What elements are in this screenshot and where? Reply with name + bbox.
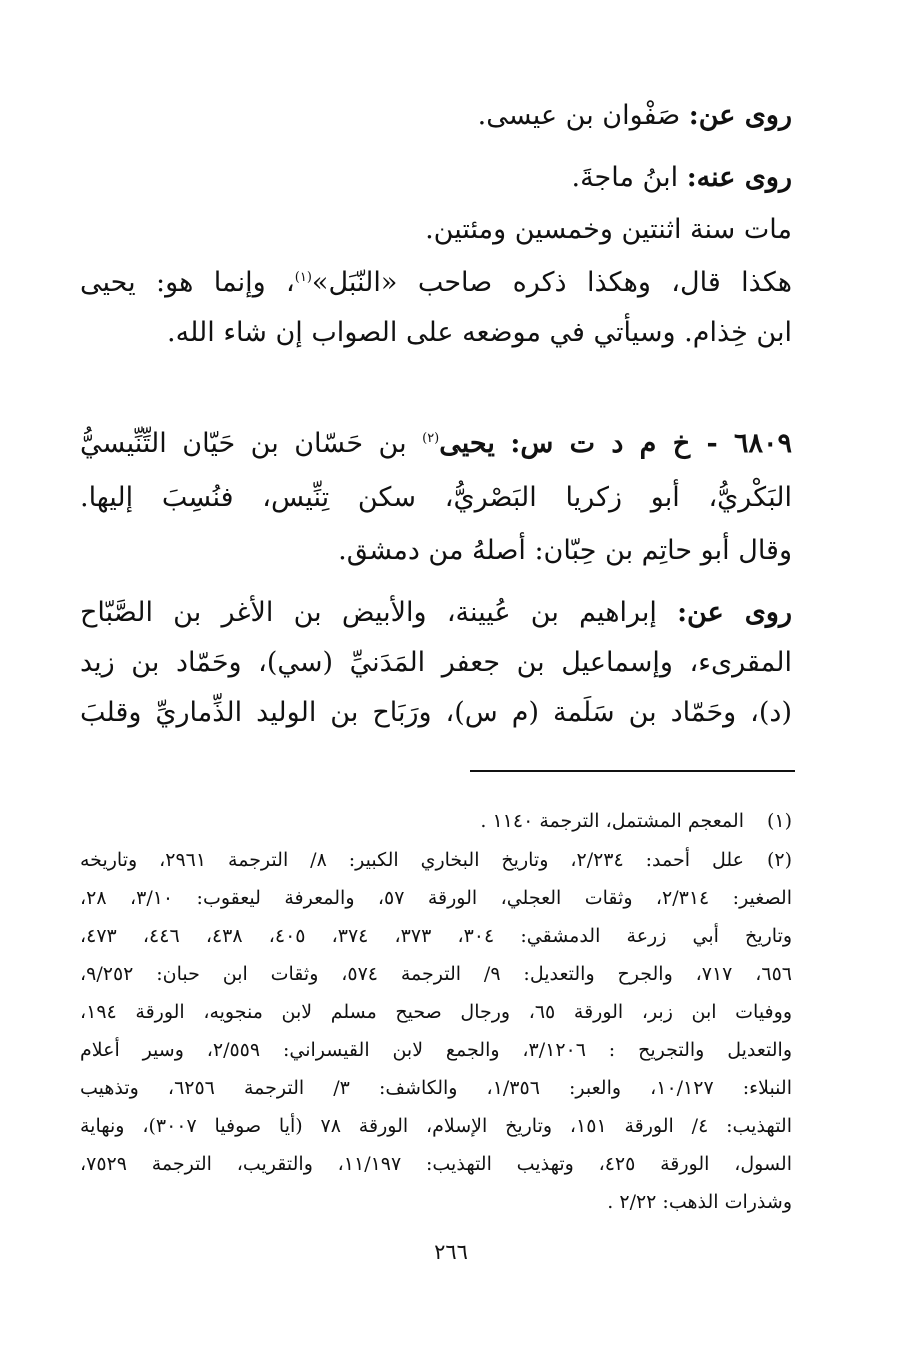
entry-line-3: وقال أبو حاتِم بن حِبّان: أصلهُ من دمشق. bbox=[338, 535, 792, 566]
narrated-from-line bbox=[478, 96, 792, 136]
note-text-a: هكذا قال، وهكذا ذكره صاحب «النّبَل» bbox=[311, 267, 792, 298]
footnote-line: التهذيب: ٤/ الورقة ١٥١، وتاريخ الإسلام، الورقة ٧٨ (أيا صوفيا ٣٠٠٧)، ونهاية bbox=[80, 1115, 792, 1137]
footnote-ref-1: (١) bbox=[294, 270, 312, 285]
footnote-line: ووفيات ابن زبر، الورقة ٦٥، ورجال صحيح مسلم لابن منجويه، الورقة ١٩٤، bbox=[80, 1001, 792, 1023]
note-line-1 bbox=[80, 263, 792, 303]
footnote-line: النبلاء: ١٠/١٢٧، والعبر: ١/٣٥٦، والكاشف: ٣/ الترجمة ٦٢٥٦، وتذهيب bbox=[80, 1077, 792, 1099]
entry-name-first: يحيى bbox=[439, 428, 495, 459]
footnote-line: وتاريخ أبي زرعة الدمشقي: ٣٠٤، ٣٧٣، ٣٧٤، ٤٠٥، ٤٣٨، ٤٤٦، ٤٧٣، bbox=[80, 925, 793, 947]
entry-line-4-text: إبراهيم بن عُيينة، والأبيض بن الأغر بن الصَّبّاح bbox=[80, 597, 657, 628]
footnote-ref-2: (٢) bbox=[422, 431, 440, 446]
death-line: مات سنة اثنتين وخمسين ومئتين. bbox=[425, 214, 792, 245]
entry-line-4 bbox=[80, 593, 792, 633]
note-text-b: ، وإنما هو: يحيى bbox=[80, 267, 295, 298]
footnote-number: (٢) bbox=[766, 849, 792, 871]
footnote-2 bbox=[80, 845, 792, 1225]
entry-narrated-from-label: روى عن: bbox=[677, 597, 792, 628]
footnote-line: والتعديل والتجريح : ٣/١٢٠٦، والجمع لابن القيسراني: ٢/٥٥٩، وسير أعلام bbox=[80, 1039, 792, 1061]
note-line-2: ابن خِذام. وسيأتي في موضعه على الصواب إن شاء الله. bbox=[167, 317, 792, 348]
entry-name-rest: بن حَسّان بن حَيّان التِّنِّيسيُّ bbox=[80, 428, 407, 459]
footnote-1 bbox=[80, 806, 792, 836]
narrated-by-label: روى عنه: bbox=[686, 162, 792, 193]
narrated-from-text: صَفْوان بن عيسى. bbox=[477, 100, 681, 131]
entry-heading-line bbox=[80, 424, 792, 464]
footnote-number: (١) bbox=[766, 810, 792, 832]
entry-line-5: المقرىء، وإسماعيل بن جعفر المَدَنيِّ (سي)، وحَمّاد بن زيد bbox=[80, 647, 792, 678]
footnote-line: الصغير: ٢/٣١٤، وثقات العجلي، الورقة ٥٧، والمعرفة ليعقوب: ٣/١٠، ٢٨، bbox=[80, 887, 792, 909]
footnote-line: المعجم المشتمل، الترجمة ١١٤٠ . bbox=[480, 810, 744, 832]
entry-line-6: (د)، وحَمّاد بن سَلَمة (م س)، ورَبَاح بن الوليد الذِّماريِّ وقلبَ bbox=[80, 697, 792, 728]
footnote-divider bbox=[470, 770, 795, 772]
footnote-line: السول، الورقة ٤٢٥، وتهذيب التهذيب: ١١/١٩٧، والتقريب، الترجمة ٧٥٢٩، bbox=[80, 1153, 792, 1175]
entry-line-2: البَكْريُّ، أبو زكريا البَصْريُّ، سكن تِنِّيس، فنُسِبَ إليها. bbox=[80, 482, 792, 513]
entry-number: ٦٨٠٩ - خ م د ت س: bbox=[510, 428, 792, 459]
narrated-by-line bbox=[572, 158, 793, 198]
footnote-line: ٦٥٦، ٧١٧، والجرح والتعديل: ٩/ الترجمة ٥٧٤، وثقات ابن حبان: ٩/٢٥٢، bbox=[80, 963, 792, 985]
footnote-line: علل أحمد: ٢/٢٣٤، وتاريخ البخاري الكبير: ٨/ الترجمة ٢٩٦١، وتاريخه bbox=[80, 849, 744, 871]
narrated-by-text: ابنُ ماجةَ. bbox=[571, 162, 679, 193]
page-number: ٢٦٦ bbox=[434, 1240, 468, 1264]
narrated-from-label: روى عن: bbox=[688, 100, 792, 131]
footnote-line: وشذرات الذهب: ٢/٢٢ . bbox=[607, 1191, 792, 1213]
